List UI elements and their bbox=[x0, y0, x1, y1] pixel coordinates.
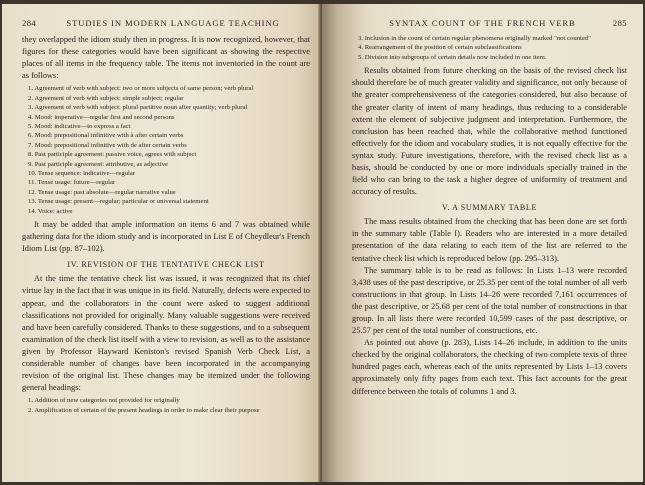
list-item: 4. Mood: imperative—regular first and second persons bbox=[28, 113, 175, 121]
section-heading-iv: IV. REVISION OF THE TENTATIVE CHECK LIST bbox=[67, 260, 265, 270]
revision-headings-list-continued bbox=[352, 34, 627, 62]
left-paragraph-1: they overlapped the idiom study then in progress. It is now recognized, however, that figures for these categories would have been significant as showing the respective places of all items in the frequency table. The items not inventoried in the count are as follows: bbox=[22, 35, 310, 81]
list-item: 8. Past participle agreement: passive voice, agrees with subject bbox=[28, 151, 197, 159]
list-item: 10. Tense sequence: indicative—regular bbox=[28, 170, 136, 178]
left-running-title: STUDIES IN MODERN LANGUAGE TEACHING bbox=[66, 18, 280, 28]
list-item: 4. Rearrangement of the position of certain subclassifications bbox=[358, 44, 522, 52]
left-page bbox=[2, 4, 320, 482]
revision-headings-list bbox=[22, 396, 310, 415]
list-item: 9. Past participle agreement: attributive, as adjective bbox=[28, 160, 169, 168]
list-item: 14. Voice: active bbox=[28, 207, 73, 215]
list-item: 13. Tense usage: present—regular; particular or universal statement bbox=[28, 198, 209, 206]
left-running-head bbox=[22, 18, 310, 28]
uncounted-items-list bbox=[22, 84, 310, 216]
right-page-number: 285 bbox=[612, 18, 627, 28]
right-page bbox=[322, 4, 643, 482]
list-item: 11. Tense usage: future—regular bbox=[28, 179, 116, 187]
left-page-number: 284 bbox=[22, 18, 37, 28]
section-heading-v: V. A SUMMARY TABLE bbox=[441, 203, 537, 213]
list-item: 2. Agreement of verb with subject: simple subject; regular bbox=[28, 94, 184, 102]
list-item: 12. Tense usage: past absolute—regular narrative value bbox=[28, 188, 176, 196]
left-paragraph-3: At the time the tentative check list was issued, it was recognized that its chief virtue lay in the fact that it was unique in its field. Naturally, defects were expected to appear, and the collaborators in the count were asked to suggest additional classifications not provided for originally. Many valuable suggestions were received and have been carefully considered. Thanks to these suggestions, and to a subsequent examination of the check list itself with a view to revision, as well as to the assistance given by Professor Hayward Keniston's revised Spanish Verb Check List, a considerable number of changes have been incorporated in the accompanying revision of the original list. These changes may be itemized under the following general headings: bbox=[22, 274, 310, 393]
list-item: 2. Amplification of certain of the present headings in order to make clear their purpose bbox=[28, 406, 260, 414]
list-item: 1. Agreement of verb with subject: two or more subjects of same person; verb plural bbox=[28, 85, 254, 93]
left-paragraph-2: It may be added that ample information on items 6 and 7 was obtained while gathering data for the idiom study and is incorporated in List E of Cheydleur's French Idiom List (pp. 87–102). bbox=[22, 220, 310, 254]
list-item: 1. Addition of new categories not provided for originally bbox=[28, 397, 180, 405]
list-item: 3. Inclusion in the count of certain regular phenomena originally marked "not counted" bbox=[358, 35, 591, 42]
right-running-head bbox=[352, 18, 627, 28]
right-paragraph-2: The mass results obtained from the checking that has been done are set forth in the summary table (Table I). Readers who are interested in a more detailed presentation of the data relating to each item of the list are referred to the tentative check list which is reproduced below (pp. 295–313). bbox=[352, 217, 627, 263]
list-item: 6. Mood: prepositional infinitive with à after certain verbs bbox=[28, 132, 184, 140]
right-running-title: SYNTAX COUNT OF THE FRENCH VERB bbox=[389, 18, 576, 28]
right-paragraph-4: As pointed out above (p. 283), Lists 14–26 include, in addition to the units checked by the original collaborators, the checking of two complete texts of three hundred pages each, whereas each of the units represented by Lists 1–13 covers approximately only fifty pages from each text. This fact accounts for the great difference between the totals of columns 1 and 3. bbox=[352, 338, 627, 396]
list-item: 5. Division into subgroups of certain details now included in one item. bbox=[358, 53, 547, 61]
list-item: 7. Mood: prepositional infinitive with de after certain verbs bbox=[28, 141, 187, 149]
list-item: 5. Mood: indicative—to express a fact bbox=[28, 123, 131, 130]
list-item: 3. Agreement of verb with subject: plural partitive noun after quantity; verb plural bbox=[28, 104, 248, 112]
right-paragraph-3: The summary table is to be read as follows: In Lists 1–13 were recorded 3,438 uses of the past descriptive, or 25.35 per cent of the total number of all verb constructions in that group. In Lists 14–26 were recorded 7,161 occurrences of the past descriptive, or 25.68 per cent of the total number of constructions in that group. In all lists there were recorded 10,599 cases of the past descriptive, or 25.57 per cent of the total number of constructions, etc. bbox=[352, 265, 627, 336]
right-paragraph-1: Results obtained from future checking on the basis of the revised check list should therefore be of much greater validity and significance, not only because of the greater comprehensiveness of the categories considered, but also because of the greater clarity of intent of many headings, thus reducing to a considerable extent the element of subjective judgment and interpretation. Furthermore, the conclusion has been reached that, while the collaborative method functioned effectively for the idiom and vocabulary studies, it is not equally effective for the syntax study. Future investigations, therefore, with the revised check list as a basis, should be conducted by one or more individuals specially trained in the field who can bring to the task a higher degree of uniformity of treatment and accuracy of results. bbox=[352, 66, 627, 197]
